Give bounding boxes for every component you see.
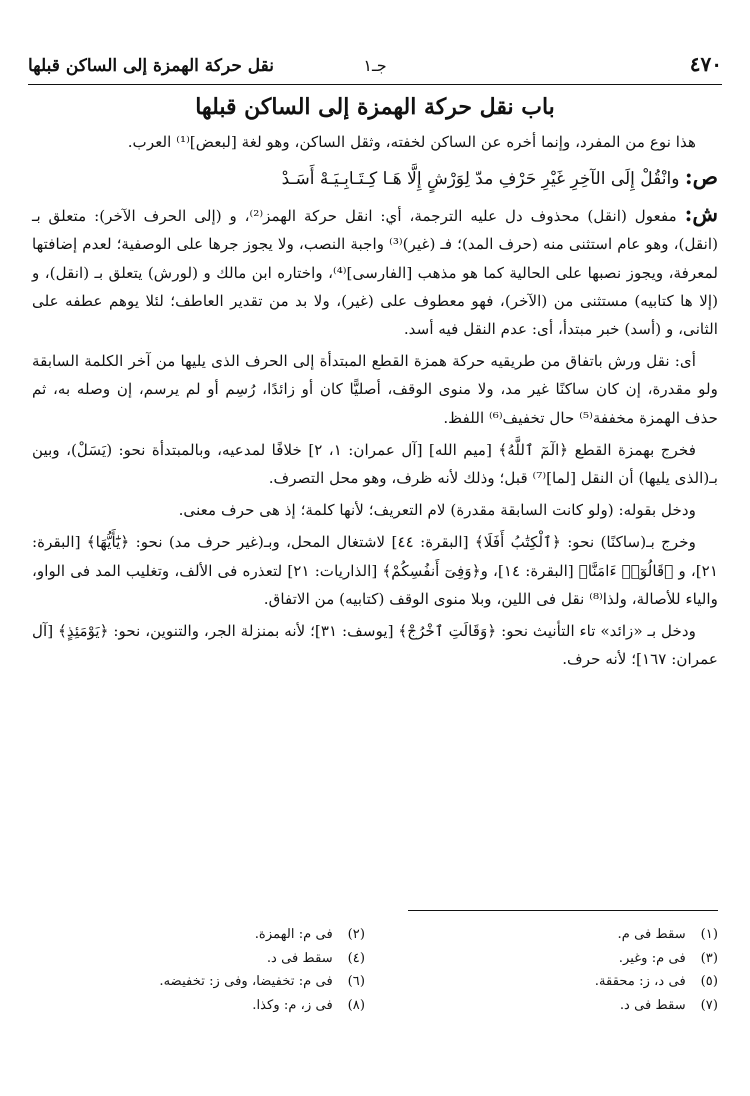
footnote: (٣) فى م: وغير. (618, 950, 718, 966)
chapter-title: باب نقل حركة الهمزة إلى الساكن قبلها (195, 94, 555, 120)
sharh-marker: ش: (684, 201, 719, 227)
sharh-text: مفعول (انقل) محذوف دل عليه الترجمة، أي: انقل حركة الهمز⁽²⁾، و (إلى الحرف الآخر): متعلق بـ (انقل)، وهو عام استثنى منه (حرف المد)؛ فـ (غير)⁽³⁾ واجبة النصب، ولا يجوز جرها على الوصفية؛ لعدم إضافتها لمعرفة، ويجوز نصبها على الحالية كما هو مذهب [الفارسى]⁽⁴⁾، واختاره ابن مالك و (لورش) يتعلق بـ (انقل)، و (إلا ها كتابيه) مستثنى من (الآخر)، فهو معطوف على (غير)، ولا بد من تقدير العاطف؛ لئلا يوهم عطفه على الثانى، و (أسد) خبر مبتدأ، أى: عدم النقل فيه أسد. (32, 207, 719, 339)
footnotes (32, 924, 718, 1016)
footnote: (٤) سقط فى د. (266, 950, 365, 966)
volume-label: جـ١ (363, 56, 387, 75)
footnote: (٢) فى م: الهمزة. (254, 927, 365, 942)
paragraph-lam: ودخل بقوله: (ولو كانت السابقة مقدرة) لام التعريف؛ لأنها كلمة؛ إذ هى حرف معنى. (178, 501, 696, 520)
footnote: (٨) فى ز، م: وكذا. (252, 997, 365, 1013)
footnote-rule (408, 910, 718, 911)
paragraph-sharh (32, 200, 718, 343)
verse-text: وانْقُلْ إِلَى الآخِرِ غَيْرِ حَرْفِ مدّ لِوَرْشٍ إِلَّا هَـا كِـتَـابِـيَـهْ أَسَـدْ (281, 169, 680, 190)
page-number: ٤٧٠ (689, 52, 722, 76)
main-text (32, 128, 718, 677)
footnote: (٧) سقط فى د. (619, 997, 718, 1013)
paragraph-taa: ودخل بـ «زائد» تاء التأنيث نحو: ﴿وَقَالَتِ ٱخْرُجْ﴾ [يوسف: ٣١]؛ لأنه بمنزلة الجر، والتنوين، نحو: ﴿يَوْمَئِذٍ﴾ [آل عمران: ١٦٧]؛ لأنه حرف. (31, 622, 718, 669)
footnote: (١) سقط فى م. (617, 927, 718, 942)
paragraph-exclusions: فخرج بهمزة القطع ﴿الٓمٓ ٱللَّهُ﴾ [ميم الله] [آل عمران: ١، ٢] خلافًا لمدعيه، وبالمبتدأة نحو: (يَسَلْ)، وبين بـ(الذى يليها) أن النقل [لما]⁽⁷⁾ قبل؛ وذلك لأنه ظرف، وهو محل التصرف. (32, 440, 718, 488)
footnote: (٦) فى م: تخفيضا، وفى ز: تخفيضه. (159, 974, 365, 989)
footnote: (٥) فى د، ز: محققة. (594, 974, 718, 989)
running-title: نقل حركة الهمزة إلى الساكن قبلها (28, 56, 275, 76)
verse-line (32, 160, 718, 196)
running-header (28, 52, 722, 86)
header-rule (28, 84, 722, 85)
paragraph-intro: هذا نوع من المفرد، وإنما أخره عن الساكن لخفته، وثقل الساكن، وهو لغة [لبعض]⁽¹⁾ العرب. (127, 133, 696, 151)
verse-marker: ص: (684, 164, 718, 190)
paragraph-examples: وخرج بـ(ساكنًا) نحو: ﴿ٱلْكِتَٰبُ أَفَلَا﴾ [البقرة: ٤٤] لاشتغال المحل، وبـ(غير حرف مد) نحو: ﴿يَٰٓأَيُّهَا﴾ [البقرة: ٢١]، و ﴿قَالُوٓا۟ ءَامَنَّا﴾ [البقرة: ١٤]، و﴿وَفِىٓ أَنفُسِكُمْ﴾ [الذاريات: ٢١] لتعذره فى الألف، وتغليب المد فى الواو، والياء للأصالة، ولذا⁽⁸⁾ نقل فى اللين، وبلا منوى الوقف (كتابيه) من الاتفاق. (32, 533, 718, 608)
paragraph-naql: أى: نقل ورش باتفاق من طريقيه حركة همزة القطع المبتدأة إلى الحرف الذى يليها من آخر الكلمة السابقة ولو مقدرة، إن كان ساكنًا غير مد، ولا منوى الوقف، أصليًّا كان أو زائدًا، رُسِم أو لم يرسم، إن وصله به، ثم حذف الهمزة مخففة⁽⁵⁾ حال تخفيف⁽⁶⁾ اللفظ. (32, 352, 718, 427)
